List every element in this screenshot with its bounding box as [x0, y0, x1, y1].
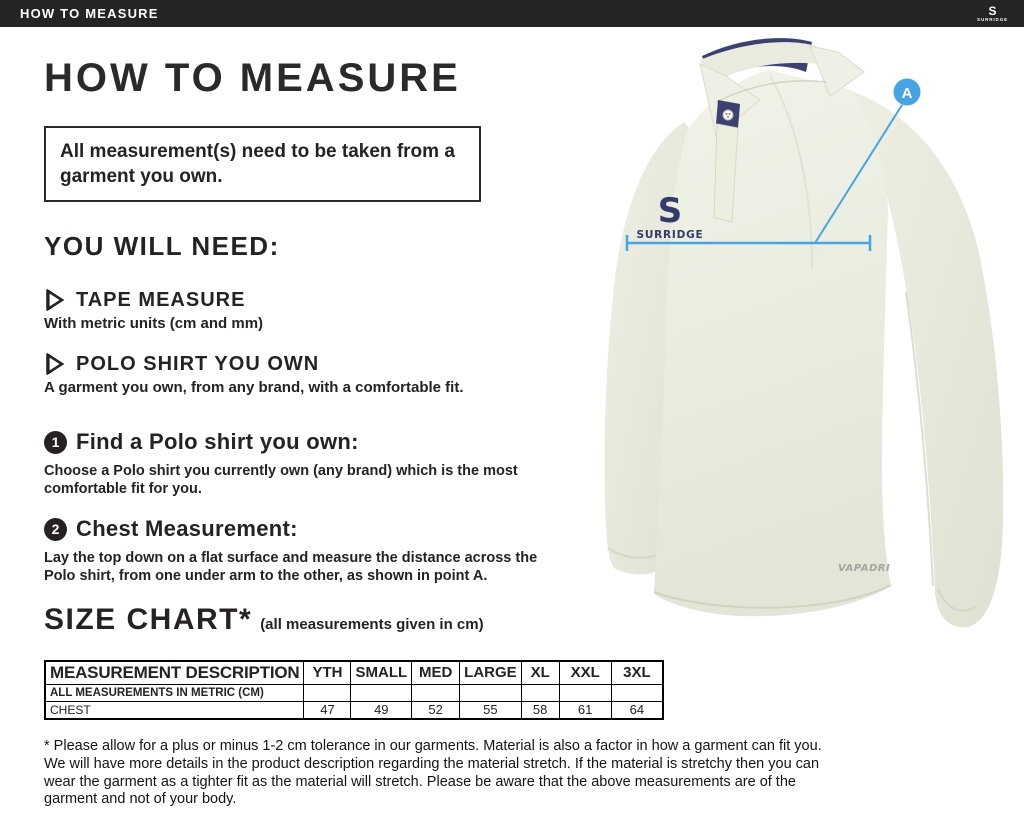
table-cell-empty — [521, 684, 559, 701]
table-cell-metric-label: ALL MEASUREMENTS IN METRIC (CM) — [45, 684, 304, 701]
shirt-diagram — [554, 30, 1024, 640]
shirt-body — [654, 70, 891, 616]
table-header-measurement-description: MEASUREMENT DESCRIPTION — [45, 661, 304, 684]
table-header-xxl: XXL — [559, 661, 611, 684]
step-number-badge: 2 — [44, 518, 67, 541]
table-row-chest — [45, 701, 663, 719]
surridge-logo-word: SURRIDGE — [977, 16, 1008, 22]
table-header-large: LARGE — [460, 661, 522, 684]
surridge-logo-mark: S — [988, 3, 997, 18]
need-item-label: TAPE MEASURE — [76, 288, 246, 311]
top-bar — [0, 0, 1024, 27]
need-item-label: POLO SHIRT YOU OWN — [76, 352, 320, 375]
step-2 — [44, 516, 552, 586]
size-chart-heading: SIZE CHART* — [44, 603, 253, 636]
surridge-logo-icon — [977, 5, 1014, 23]
step-title: Chest Measurement: — [76, 516, 298, 541]
size-chart-table — [44, 660, 664, 720]
table-cell-chest-med: 52 — [412, 701, 460, 719]
page-title: HOW TO MEASURE — [44, 56, 461, 100]
table-header-xl: XL — [521, 661, 559, 684]
table-cell-empty — [412, 684, 460, 701]
table-cell-chest-xl: 58 — [521, 701, 559, 719]
vapodri-fabric-label: VAPADRI — [838, 563, 891, 574]
you-will-need-heading: YOU WILL NEED: — [44, 231, 280, 261]
footnote-text: * Please allow for a plus or minus 1-2 cm tolerance in our garments. Material is also a factor in how a garment can fit you. We will have more details in the product description regarding the material stretch. If the material is stretchy then you can wear the garment as a tighter fit as the material will stretch. Please be aware that the above measurements are of the garment and not of your body. — [44, 738, 822, 808]
need-item-description: A garment you own, from any brand, with a comfortable fit. — [44, 379, 464, 396]
table-cell-chest-small: 49 — [351, 701, 412, 719]
table-cell-empty — [559, 684, 611, 701]
notice-box — [44, 126, 481, 202]
table-cell-chest-3xl: 64 — [611, 701, 663, 719]
step-1 — [44, 429, 552, 499]
size-chart-heading-row — [44, 603, 484, 637]
step-number-badge: 1 — [44, 431, 67, 454]
size-chart-subheading: (all measurements given in cm) — [260, 616, 484, 633]
need-item-tape-measure — [44, 288, 263, 332]
top-bar-title: HOW TO MEASURE — [20, 6, 159, 21]
table-cell-chest-label: CHEST — [45, 701, 304, 719]
step-description: Choose a Polo shirt you currently own (any brand) which is the most comfortable fit for you. — [44, 463, 518, 498]
table-cell-empty — [351, 684, 412, 701]
table-cell-chest-xxl: 61 — [559, 701, 611, 719]
table-cell-empty — [611, 684, 663, 701]
point-a-label: A — [901, 85, 913, 102]
table-header-med: MED — [412, 661, 460, 684]
product-image-polo-shirt — [554, 30, 1024, 640]
table-cell-chest-large: 55 — [460, 701, 522, 719]
table-row-metric-note — [45, 684, 663, 701]
table-cell-chest-yth: 47 — [304, 701, 351, 719]
table-header-3xl: 3XL — [611, 661, 663, 684]
play-arrow-icon — [44, 288, 66, 312]
table-header-yth: YTH — [304, 661, 351, 684]
table-cell-empty — [304, 684, 351, 701]
table-cell-empty — [460, 684, 522, 701]
table-header-small: SMALL — [351, 661, 412, 684]
chest-logo-word: SURRIDGE — [636, 229, 704, 241]
play-arrow-icon — [44, 352, 66, 376]
step-description: Lay the top down on a flat surface and measure the distance across the Polo shirt, from one under arm to the other, as shown in point A. — [44, 550, 538, 585]
chest-logo-mark: S — [657, 191, 683, 231]
need-item-description: With metric units (cm and mm) — [44, 315, 264, 332]
need-item-polo-shirt — [44, 352, 463, 396]
shirt-button — [723, 110, 733, 120]
table-header-row — [45, 661, 663, 684]
notice-text: All measurement(s) need to be taken from a garment you own. — [60, 141, 455, 188]
step-title: Find a Polo shirt you own: — [76, 429, 359, 454]
